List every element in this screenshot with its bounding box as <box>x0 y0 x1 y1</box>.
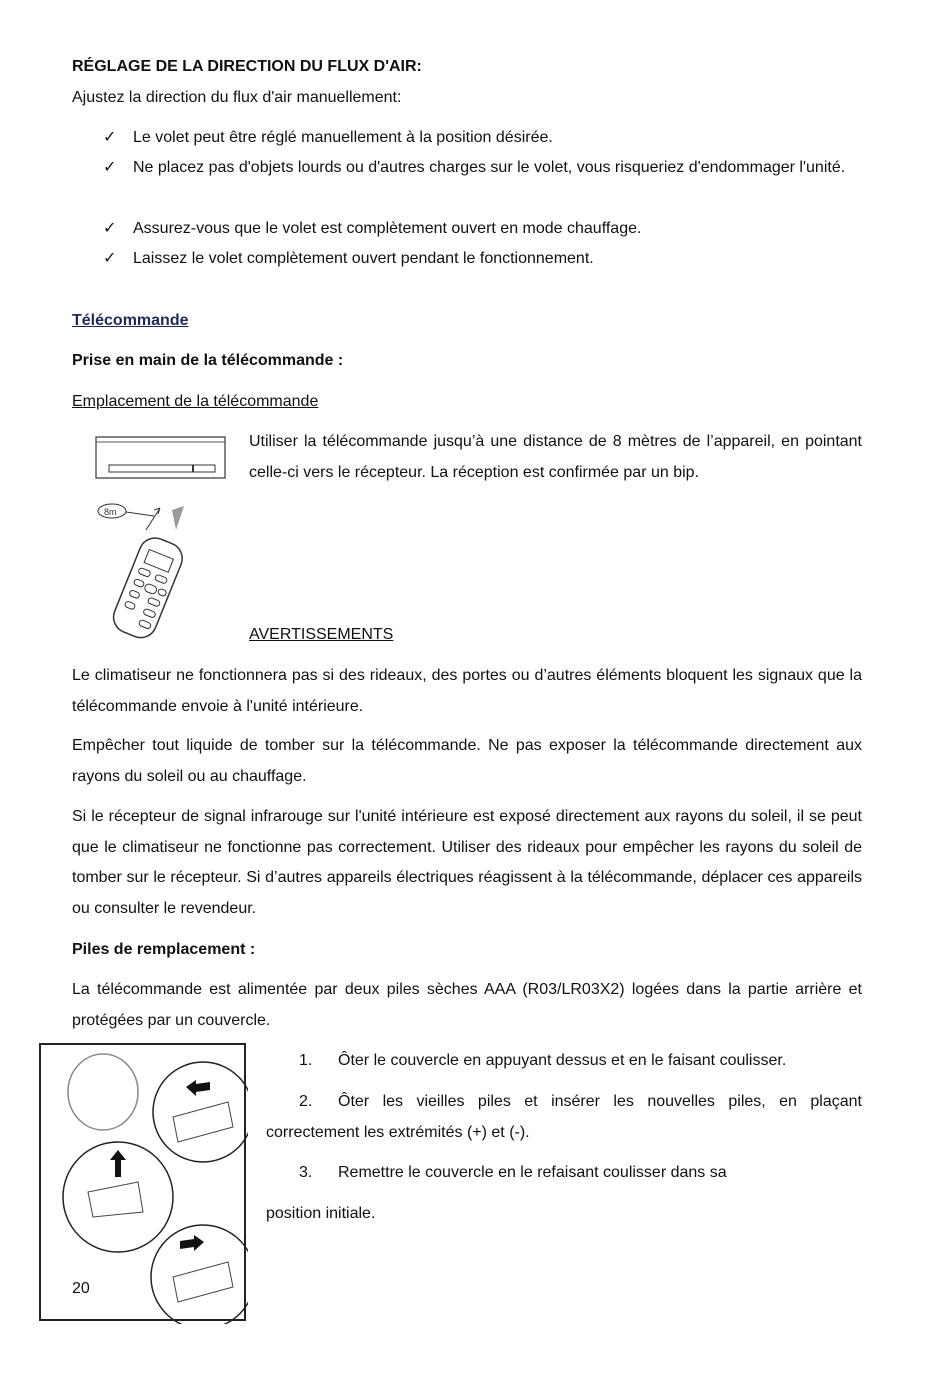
step-item: 1. Ôter le couvercle en appuyant dessus et en le faisant coulisser. <box>299 1052 787 1069</box>
piles-heading: Piles de remplacement : <box>72 941 256 958</box>
bullet-item: ✓ Le volet peut être réglé manuellement à la position désirée. <box>104 123 864 154</box>
page-number: 20 <box>72 1280 90 1297</box>
check-icon: ✓ <box>103 129 117 146</box>
section-intro: Ajustez la direction du flux d'air manuellement: <box>72 89 402 106</box>
check-icon: ✓ <box>103 220 117 237</box>
distance-label: 8m <box>104 507 117 517</box>
warning-paragraph: Empêcher tout liquide de tomber sur la télécommande. Ne pas exposer la télécommande directement aux rayons du soleil ou au chauffage. <box>72 737 862 785</box>
location-text: Utiliser la télécommande jusqu’à une distance de 8 mètres de l’appareil, en pointant celle-ci vers le récepteur. La réception est confirmée par un bip. <box>249 433 862 481</box>
step-item: 3. Remettre le couvercle en le refaisant coulisser dans sa <box>299 1164 727 1181</box>
section-title: RÉGLAGE DE LA DIRECTION DU FLUX D'AIR: <box>72 58 422 75</box>
battery-replacement-illustration <box>38 1042 248 1324</box>
bullet-item: ✓ Laissez le volet complètement ouvert pendant le fonctionnement. <box>104 244 864 275</box>
bullet-item: ✓ Ne placez pas d'objets lourds ou d'autres charges sur le volet, vous risqueriez d'endommager l'unité. <box>104 153 864 184</box>
warning-paragraph: Le climatiseur ne fonctionnera pas si des rideaux, des portes ou d’autres éléments bloquent les signaux que la télécommande envoie à l'unité intérieure. <box>72 667 862 715</box>
location-heading: Emplacement de la télécommande <box>72 393 319 410</box>
warning-paragraph: Si le récepteur de signal infrarouge sur l'unité intérieure est exposé directement aux rayons du soleil, il se peut que le climatiseur ne fonctionne pas correctement. Utiliser des rideaux pour empêcher les rayons du soleil de tomber sur le récepteur. Si d’autres appareils électriques réagissent à la télécommande, déplacer ces appareils ou consulter le revendeur. <box>72 808 862 917</box>
telecommande-subheading: Prise en main de la télécommande : <box>72 352 344 369</box>
telecommande-heading: Télécommande <box>72 312 189 329</box>
bullet-item: ✓ Assurez-vous que le volet est complètement ouvert en mode chauffage. <box>104 214 864 245</box>
check-icon: ✓ <box>103 250 117 267</box>
indoor-unit-illustration <box>94 434 228 482</box>
piles-intro: La télécommande est alimentée par deux piles sèches AAA (R03/LR03X2) logées dans la partie arrière et protégées par un couvercle. <box>72 981 862 1029</box>
remote-illustration <box>94 500 204 640</box>
step-item: 2. Ôter les vieilles piles et insérer les nouvelles piles, en plaçant correctement les extrémités (+) et (-). <box>266 1093 862 1141</box>
warnings-heading: AVERTISSEMENTS <box>249 626 394 643</box>
step-continuation: position initiale. <box>266 1205 376 1222</box>
check-icon: ✓ <box>103 159 117 176</box>
